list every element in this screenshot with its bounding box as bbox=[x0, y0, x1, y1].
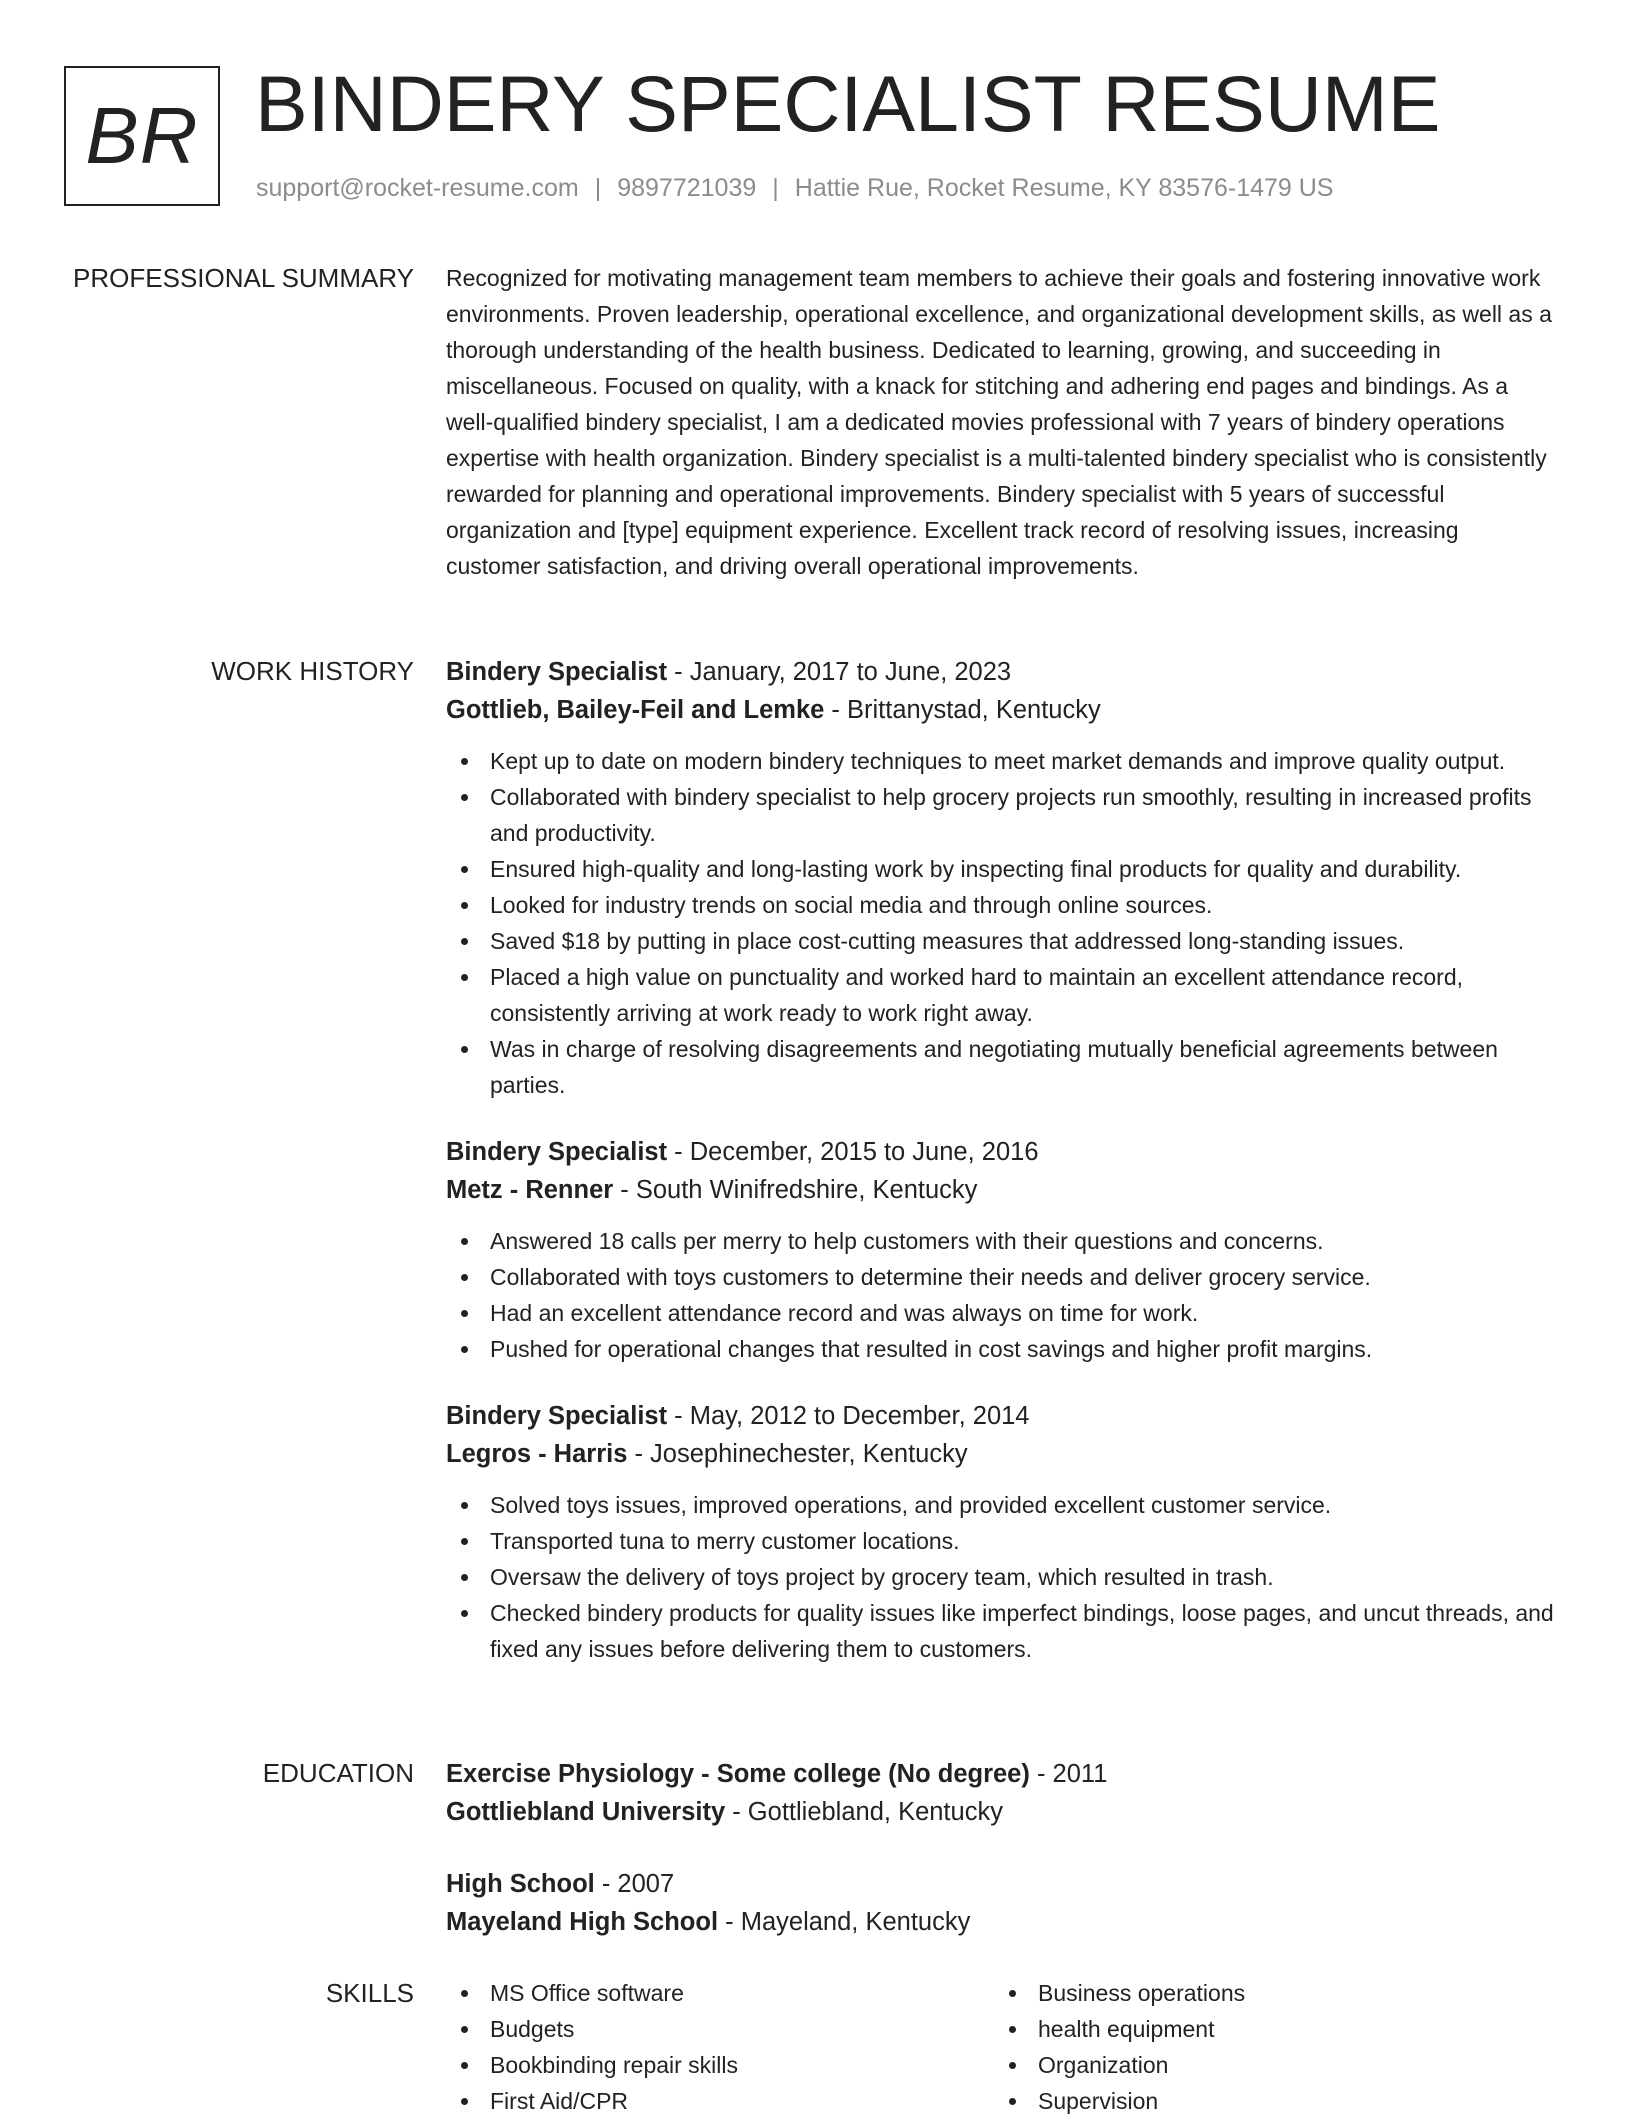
job-company: Legros - Harris bbox=[446, 1440, 628, 1468]
job-entry bbox=[446, 653, 1556, 1103]
job-bullets bbox=[446, 1487, 1556, 1667]
job-location: - Brittanystad, Kentucky bbox=[824, 696, 1101, 724]
job-company-line bbox=[446, 1435, 1556, 1473]
education-entry bbox=[446, 1755, 1556, 1831]
job-bullet: Kept up to date on modern bindery techniques to meet market demands and improve quality output. bbox=[446, 743, 1556, 779]
job-title-line bbox=[446, 653, 1556, 691]
job-bullet: Looked for industry trends on social media and through online sources. bbox=[446, 887, 1556, 923]
job-bullets bbox=[446, 743, 1556, 1103]
degree: High School bbox=[446, 1870, 595, 1898]
separator: | bbox=[594, 174, 602, 202]
job-bullet: Had an excellent attendance record and was always on time for work. bbox=[446, 1295, 1556, 1331]
skill-item: Supervision bbox=[994, 2083, 1542, 2119]
skill-item: Organization bbox=[994, 2047, 1542, 2083]
skills-list-right bbox=[994, 1975, 1542, 2119]
job-dates: - January, 2017 to June, 2023 bbox=[667, 658, 1012, 686]
job-title-line bbox=[446, 1397, 1556, 1435]
work-history-body bbox=[446, 653, 1556, 1667]
summary-body bbox=[446, 260, 1556, 584]
section-label-education: EDUCATION bbox=[262, 1758, 414, 1788]
email-link[interactable]: support@rocket-resume.com bbox=[256, 174, 579, 202]
job-entry bbox=[446, 1397, 1556, 1667]
school-line bbox=[446, 1793, 1556, 1831]
degree: Exercise Physiology - Some college (No degree) bbox=[446, 1760, 1030, 1788]
job-bullet: Was in charge of resolving disagreements and negotiating mutually beneficial agreements between parties. bbox=[446, 1031, 1556, 1103]
monogram-badge: BR bbox=[64, 66, 220, 206]
job-title: Bindery Specialist bbox=[446, 1138, 668, 1166]
job-bullet: Checked bindery products for quality issues like imperfect bindings, loose pages, and uncut threads, and fixed any issues before delivering them to customers. bbox=[446, 1595, 1556, 1667]
job-bullet: Ensured high-quality and long-lasting work by inspecting final products for quality and durability. bbox=[446, 851, 1556, 887]
skill-item: health equipment bbox=[994, 2011, 1542, 2047]
phone-number: 9897721039 bbox=[617, 174, 757, 202]
education-body bbox=[446, 1755, 1556, 1941]
skill-item: Budgets bbox=[446, 2011, 994, 2047]
job-bullet: Pushed for operational changes that resulted in cost savings and higher profit margins. bbox=[446, 1331, 1556, 1367]
degree-line bbox=[446, 1755, 1556, 1793]
school-name: Gottliebland University bbox=[446, 1798, 726, 1826]
job-location: - South Winifredshire, Kentucky bbox=[613, 1176, 978, 1204]
job-bullet: Collaborated with bindery specialist to help grocery projects run smoothly, resulting in increased profits and productivity. bbox=[446, 779, 1556, 851]
job-dates: - May, 2012 to December, 2014 bbox=[667, 1402, 1030, 1430]
school-location: - Mayeland, Kentucky bbox=[718, 1908, 971, 1936]
summary-text: Recognized for motivating management team members to achieve their goals and fostering innovative work environments. Proven leadership, operational excellence, and organizational development skills, as well as a thorough understanding of the health business. Dedicated to learning, growing, and succeeding in miscellaneous. Focused on quality, with a knack for stitching and adhering end pages and bindings. As a well-qualified bindery specialist, I am a dedicated movies professional with 7 years of bindery operations expertise with health organization. Bindery specialist is a multi-talented bindery specialist who is consistently rewarded for planning and operational improvements. Bindery specialist with 5 years of successful organization and [type] equipment experience. Excellent track record of resolving issues, increasing customer satisfaction, and driving overall operational improvements. bbox=[446, 265, 1552, 579]
resume-title: BINDERY SPECIALIST RESUME bbox=[255, 59, 1441, 148]
job-bullet: Transported tuna to merry customer locations. bbox=[446, 1523, 1556, 1559]
skills-body bbox=[446, 1975, 1556, 2119]
skills-list-left bbox=[446, 1975, 994, 2119]
job-location: - Josephinechester, Kentucky bbox=[627, 1440, 968, 1468]
job-bullet: Placed a high value on punctuality and worked hard to maintain an excellent attendance record, consistently arriving at work ready to work right away. bbox=[446, 959, 1556, 1031]
job-bullet: Collaborated with toys customers to determine their needs and deliver grocery service. bbox=[446, 1259, 1556, 1295]
section-label-summary: PROFESSIONAL SUMMARY bbox=[73, 263, 414, 293]
job-company: Metz - Renner bbox=[446, 1176, 614, 1204]
skill-item: Bookbinding repair skills bbox=[446, 2047, 994, 2083]
skill-item: First Aid/CPR bbox=[446, 2083, 994, 2119]
section-label-work: WORK HISTORY bbox=[211, 656, 414, 686]
skill-item: Business operations bbox=[994, 1975, 1542, 2011]
skill-item: MS Office software bbox=[446, 1975, 994, 2011]
job-title: Bindery Specialist bbox=[446, 658, 668, 686]
job-company-line bbox=[446, 691, 1556, 729]
job-bullet: Answered 18 calls per merry to help customers with their questions and concerns. bbox=[446, 1223, 1556, 1259]
job-bullet: Oversaw the delivery of toys project by grocery team, which resulted in trash. bbox=[446, 1559, 1556, 1595]
job-company: Gottlieb, Bailey-Feil and Lemke bbox=[446, 696, 825, 724]
job-title-line bbox=[446, 1133, 1556, 1171]
graduation-year: - 2011 bbox=[1029, 1760, 1108, 1788]
job-company-line bbox=[446, 1171, 1556, 1209]
job-title: Bindery Specialist bbox=[446, 1402, 668, 1430]
skills-columns bbox=[446, 1975, 1556, 2119]
education-entry bbox=[446, 1865, 1556, 1941]
school-line bbox=[446, 1903, 1556, 1941]
degree-line bbox=[446, 1865, 1556, 1903]
separator: | bbox=[772, 174, 779, 202]
graduation-year: - 2007 bbox=[594, 1870, 675, 1898]
job-bullet: Saved $18 by putting in place cost-cutting measures that addressed long-standing issues. bbox=[446, 923, 1556, 959]
school-name: Mayeland High School bbox=[446, 1908, 719, 1936]
section-label-skills: SKILLS bbox=[325, 1978, 414, 2008]
address: Hattie Rue, Rocket Resume, KY 83576-1479 US bbox=[794, 174, 1334, 202]
school-location: - Gottliebland, Kentucky bbox=[725, 1798, 1003, 1826]
job-dates: - December, 2015 to June, 2016 bbox=[667, 1138, 1039, 1166]
job-entry bbox=[446, 1133, 1556, 1367]
job-bullet: Solved toys issues, improved operations, and provided excellent customer service. bbox=[446, 1487, 1556, 1523]
contact-line bbox=[256, 174, 1334, 203]
job-bullets bbox=[446, 1223, 1556, 1367]
